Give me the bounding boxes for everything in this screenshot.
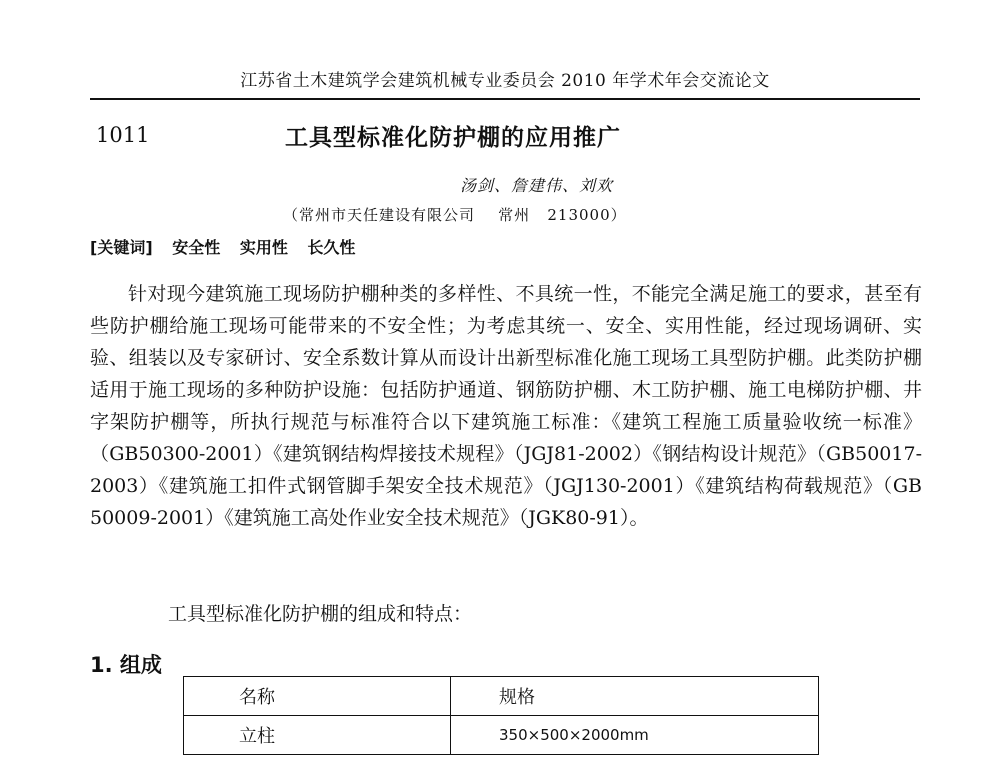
table-cell: 立柱 — [184, 716, 451, 755]
components-table — [183, 676, 819, 755]
keyword: 长久性 — [307, 238, 356, 257]
table-row — [184, 716, 819, 755]
body-paragraph: 针对现今建筑施工现场防护棚种类的多样性、不具统一性，不能完全满足施工的要求，甚至有些防护棚给施工现场可能带来的不安全性；为考虑其统一、安全、实用性能，经过现场调研、实验、组装以及专家研讨、安全系数计算从而设计出新型标准化施工现场工具型防护棚。此类防护棚适用于施工现场的多种防护设施：包括防护通道、钢筋防护棚、木工防护棚、施工电梯防护棚、井字架防护棚等，所执行规范与标准符合以下建筑施工标准：《建筑工程施工质量验收统一标准》（GB50300-2001）《建筑钢结构焊接技术规程》（JGJ81-2002）《钢结构设计规范》（GB50017-2003）《建筑施工扣件式钢管脚手架安全技术规范》（JGJ130-2001）《建筑结构荷载规范》（GB 50009-2001）《建筑施工高处作业安全技术规范》（JGK80-91）。 — [90, 283, 922, 529]
table-header-cell: 名称 — [184, 677, 451, 716]
authors: 汤剑、詹建伟、刘欢 — [460, 176, 614, 195]
keywords-line — [90, 235, 369, 258]
section-heading: 1. 组成 — [90, 653, 162, 677]
table-header-row — [184, 677, 819, 716]
keyword: 安全性 — [172, 238, 221, 257]
table-header-cell: 规格 — [451, 677, 819, 716]
header-rule — [90, 98, 920, 100]
affiliation: （常州市天任建设有限公司 常州 213000） — [283, 206, 627, 224]
paper-number: 1011 — [96, 123, 150, 147]
intro-line: 工具型标准化防护棚的组成和特点： — [168, 603, 473, 625]
paper-title: 工具型标准化防护棚的应用推广 — [285, 125, 621, 151]
keywords-label: [关键词] — [90, 238, 153, 257]
table-cell: 350×500×2000mm — [451, 716, 819, 755]
keyword: 实用性 — [239, 238, 288, 257]
running-header: 江苏省土木建筑学会建筑机械专业委员会 2010 年学术年会交流论文 — [240, 71, 770, 91]
